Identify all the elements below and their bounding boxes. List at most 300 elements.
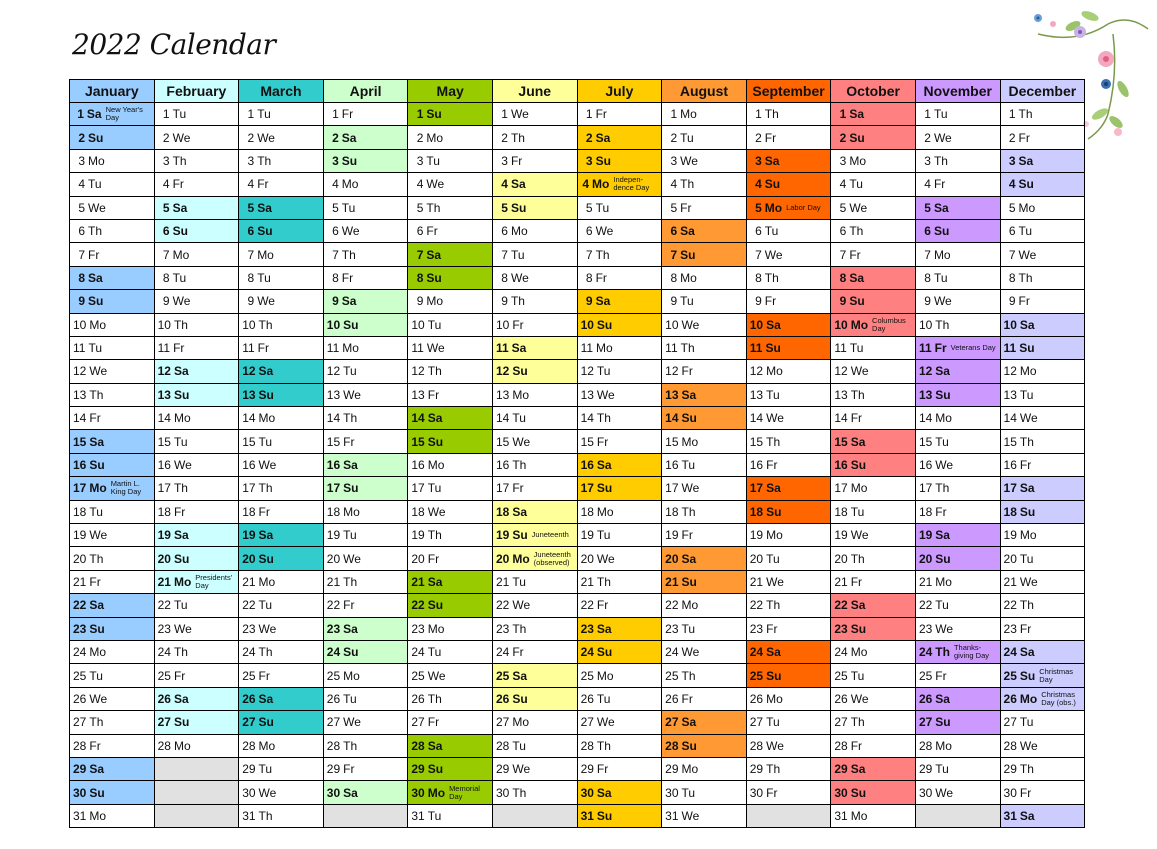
weekday-label: Tu: [427, 317, 442, 332]
day-cell-may-26: [408, 687, 493, 710]
weekday-label: Su: [596, 645, 613, 660]
day-number: 4: [924, 177, 931, 192]
day-cell-august-27: [662, 711, 747, 734]
day-number: 6: [78, 224, 85, 239]
day-cell-may-15: [408, 430, 493, 453]
day-number: 10: [242, 317, 256, 332]
day-cell-december-16: [1000, 453, 1085, 476]
weekday-label: Fr: [935, 504, 947, 519]
day-cell-august-12: [662, 360, 747, 383]
day-cell-february-23: [154, 617, 239, 640]
weekday-label: Su: [427, 762, 444, 777]
day-number: 2: [670, 130, 678, 145]
day-number: 3: [162, 153, 170, 168]
day-number: 30: [242, 785, 256, 800]
day-number: 3: [585, 153, 593, 168]
weekday-label: Fr: [681, 528, 693, 543]
day-cell-january-19: [70, 524, 155, 547]
weekday-label: Mo: [257, 247, 274, 262]
weekday-label: Th: [1018, 107, 1033, 122]
weekday-label: Fr: [257, 341, 269, 356]
weekday-label: We: [89, 528, 108, 543]
day-cell-september-3: [746, 149, 831, 172]
weekday-label: Mo: [341, 177, 359, 192]
day-number: 16: [580, 458, 594, 473]
day-number: 29: [665, 762, 679, 777]
day-number: 6: [839, 224, 847, 239]
weekday-label: Tu: [681, 621, 696, 636]
day-number: 12: [73, 364, 87, 379]
weekday-label: Tu: [512, 575, 526, 589]
weekday-label: Tu: [766, 387, 780, 402]
day-cell-november-25: [915, 664, 1000, 687]
day-cell-march-25: [239, 664, 324, 687]
day-number: 17: [665, 481, 679, 496]
day-cell-february-18: [154, 500, 239, 523]
day-cell-april-5: [323, 196, 408, 219]
day-cell-april-25: [323, 664, 408, 687]
weekday-label: Su: [512, 528, 528, 543]
weekday-label: Su: [849, 294, 865, 309]
day-cell-march-14: [239, 407, 324, 430]
weekday-label: Sa: [1018, 153, 1034, 168]
day-number: 16: [326, 458, 341, 473]
day-number: 25: [918, 668, 933, 683]
weekday-label: We: [935, 621, 954, 636]
day-cell-april-11: [323, 336, 408, 359]
day-cell-august-29: [662, 757, 747, 780]
day-number: 27: [918, 715, 933, 730]
weekday-label: Sa: [596, 458, 612, 473]
day-cell-september-10: [746, 313, 831, 336]
weekday-label: Fr: [257, 177, 269, 192]
day-number: 16: [1003, 458, 1017, 473]
day-row: [70, 734, 1085, 757]
day-number: 1: [1008, 107, 1016, 122]
day-number: 2: [839, 130, 847, 145]
day-number: 24: [73, 645, 87, 660]
day-cell-march-26: [239, 687, 324, 710]
day-cell-january-21: [70, 570, 155, 593]
day-cell-november-12: [915, 360, 1000, 383]
day-number: 14: [580, 411, 594, 426]
weekday-label: Th: [258, 317, 273, 332]
holiday-label: Juneteenth: [531, 530, 569, 540]
weekday-label: Sa: [935, 364, 950, 379]
day-number: 12: [1003, 364, 1017, 379]
day-cell-october-3: [831, 149, 916, 172]
weekday-label: We: [510, 107, 529, 122]
weekday-label: Th: [680, 177, 695, 192]
day-cell-august-10: [662, 313, 747, 336]
weekday-label: Th: [764, 107, 779, 122]
weekday-label: Su: [89, 785, 105, 800]
day-number: 12: [411, 364, 425, 379]
day-number: 19: [73, 528, 87, 543]
day-cell-april-9: [323, 290, 408, 313]
day-number: 2: [416, 130, 424, 145]
day-number: 4: [416, 177, 424, 192]
day-cell-december-6: [1000, 219, 1085, 242]
day-number: 27: [580, 715, 594, 730]
weekday-label: Mo: [849, 153, 867, 168]
weekday-label: Su: [933, 224, 950, 239]
weekday-label: Tu: [596, 528, 611, 543]
day-number: 27: [495, 715, 510, 730]
day-cell-july-13: [577, 383, 662, 406]
day-cell-february-25: [154, 664, 239, 687]
day-number: 8: [670, 270, 678, 285]
day-cell-september-18: [746, 500, 831, 523]
day-number: 6: [416, 224, 424, 239]
weekday-label: We: [426, 341, 445, 356]
day-cell-april-16: [323, 453, 408, 476]
day-number: 26: [1003, 691, 1017, 706]
weekday-label: Su: [596, 808, 613, 823]
day-cell-july-1: [577, 103, 662, 126]
day-cell-march-28: [239, 734, 324, 757]
day-number: 21: [834, 575, 848, 589]
day-cell-december-12: [1000, 360, 1085, 383]
day-cell-december-31: [1000, 804, 1085, 827]
day-cell-july-25: [577, 664, 662, 687]
weekday-label: Mo: [343, 504, 360, 519]
day-number: 22: [326, 598, 341, 613]
day-number: 9: [78, 294, 85, 309]
day-cell-june-14: [492, 407, 577, 430]
day-row: [70, 126, 1085, 149]
day-cell-february-19: [154, 524, 239, 547]
day-number: 29: [326, 762, 341, 777]
day-number: 18: [411, 504, 425, 519]
day-cell-april-14: [323, 407, 408, 430]
day-cell-march-10: [239, 313, 324, 336]
day-cell-september-2: [746, 126, 831, 149]
day-cell-august-25: [662, 664, 747, 687]
day-number: 7: [501, 247, 508, 262]
day-number: 16: [834, 458, 848, 473]
weekday-label: Su: [765, 341, 781, 356]
weekday-label: Th: [596, 575, 611, 589]
day-number: 13: [495, 387, 510, 402]
day-number: 16: [665, 458, 679, 473]
day-number: 1: [755, 107, 762, 122]
weekday-label: Su: [766, 504, 782, 519]
day-cell-may-2: [408, 126, 493, 149]
weekday-label: Th: [512, 785, 527, 800]
day-number: 23: [749, 621, 764, 636]
day-cell-september-12: [746, 360, 831, 383]
weekday-label: Th: [680, 341, 695, 356]
weekday-label: Mo: [1019, 528, 1037, 543]
weekday-label: Fr: [766, 458, 778, 473]
day-cell-april-18: [323, 500, 408, 523]
weekday-label: Tu: [427, 645, 442, 660]
day-number: 19: [580, 528, 594, 543]
day-number: 21: [411, 575, 425, 589]
day-cell-july-9: [577, 290, 662, 313]
day-number: 4: [755, 177, 762, 192]
day-row: [70, 103, 1085, 126]
day-number: 9: [670, 294, 678, 309]
day-cell-september-29: [746, 757, 831, 780]
day-cell-november-10: [915, 313, 1000, 336]
weekday-label: Th: [427, 528, 442, 543]
day-number: 6: [247, 224, 255, 239]
weekday-label: Th: [89, 715, 104, 730]
weekday-label: Fr: [1018, 294, 1030, 309]
weekday-label: Fr: [427, 387, 440, 402]
weekday-label: Mo: [596, 504, 614, 519]
day-number: 24: [834, 645, 848, 660]
day-row: [70, 664, 1085, 687]
day-number: 2: [585, 130, 593, 145]
day-cell-august-16: [662, 453, 747, 476]
weekday-label: Mo: [935, 738, 952, 753]
day-number: 9: [501, 294, 508, 309]
day-number: 18: [73, 504, 87, 519]
day-number: 25: [834, 668, 848, 683]
day-row: [70, 360, 1085, 383]
weekday-label: Su: [343, 481, 359, 496]
day-number: 12: [580, 364, 594, 379]
day-number: 27: [73, 715, 87, 730]
holiday-label: Martin L. King Day: [110, 479, 142, 497]
day-number: 17: [918, 481, 933, 496]
weekday-label: Tu: [595, 200, 610, 215]
day-cell-august-30: [662, 781, 747, 804]
weekday-label: Tu: [596, 691, 611, 706]
day-cell-august-31: [662, 804, 747, 827]
day-number: 14: [242, 411, 256, 426]
weekday-label: Su: [173, 715, 190, 730]
day-cell-march-12: [239, 360, 324, 383]
day-cell-april-6: [323, 219, 408, 242]
day-number: 2: [247, 130, 255, 145]
day-cell-june-22: [492, 594, 577, 617]
weekday-label: Su: [850, 458, 867, 473]
weekday-label: Th: [343, 738, 358, 753]
weekday-label: Su: [595, 153, 611, 168]
day-number: 1: [247, 107, 255, 122]
weekday-label: Sa: [173, 364, 189, 379]
day-cell-march-13: [239, 383, 324, 406]
weekday-label: Tu: [935, 434, 949, 449]
weekday-label: Th: [258, 808, 273, 823]
weekday-label: Fr: [343, 762, 355, 777]
weekday-label: Tu: [341, 200, 356, 215]
day-cell-october-31: [831, 804, 916, 827]
day-number: 9: [839, 294, 847, 309]
weekday-label: Sa: [681, 387, 697, 402]
weekday-label: Sa: [173, 528, 189, 543]
day-cell-june-10: [492, 313, 577, 336]
empty-cell: [915, 804, 1000, 827]
day-number: 14: [665, 411, 679, 426]
day-number: 20: [326, 551, 341, 566]
day-cell-april-19: [323, 524, 408, 547]
day-cell-june-5: [492, 196, 577, 219]
holiday-label: Indepen- dence Day: [613, 175, 650, 193]
day-cell-august-8: [662, 266, 747, 289]
day-number: 22: [749, 598, 764, 613]
day-cell-november-14: [915, 407, 1000, 430]
day-cell-may-20: [408, 547, 493, 570]
weekday-label: Fr: [766, 621, 778, 636]
weekday-label: Mo: [850, 481, 868, 496]
weekday-label: Th: [427, 364, 442, 379]
day-number: 14: [495, 411, 510, 426]
day-row: [70, 453, 1085, 476]
day-number: 3: [247, 153, 255, 168]
weekday-label: Su: [512, 691, 528, 706]
day-number: 26: [834, 691, 848, 706]
weekday-label: We: [933, 130, 952, 145]
weekday-label: We: [681, 481, 700, 496]
day-number: 20: [411, 551, 425, 566]
weekday-label: We: [258, 785, 277, 800]
day-number: 21: [665, 575, 679, 589]
day-number: 15: [157, 434, 171, 449]
day-cell-july-15: [577, 430, 662, 453]
day-number: 6: [670, 224, 678, 239]
calendar-grid: [69, 79, 1085, 828]
weekday-label: Su: [681, 575, 697, 589]
day-cell-december-8: [1000, 266, 1085, 289]
weekday-label: We: [426, 177, 445, 192]
day-cell-november-20: [915, 547, 1000, 570]
weekday-label: Fr: [173, 668, 186, 683]
day-number: 31: [834, 808, 848, 823]
day-cell-april-23: [323, 617, 408, 640]
day-cell-february-10: [154, 313, 239, 336]
day-cell-december-21: [1000, 570, 1085, 593]
weekday-label: Sa: [595, 130, 611, 145]
day-number: 27: [326, 715, 341, 730]
day-number: 17: [411, 481, 425, 496]
day-cell-february-28: [154, 734, 239, 757]
weekday-label: Tu: [935, 762, 949, 777]
weekday-label: Th: [258, 645, 273, 660]
day-number: 5: [670, 200, 678, 215]
weekday-label: Fr: [764, 130, 777, 145]
weekday-label: Mo: [510, 224, 528, 239]
day-cell-december-1: [1000, 103, 1085, 126]
day-cell-january-7: [70, 243, 155, 266]
weekday-label: Mo: [172, 247, 190, 262]
weekday-label: Tu: [173, 598, 188, 613]
weekday-label: Fr: [343, 598, 355, 613]
day-number: 14: [749, 411, 764, 426]
weekday-label: Sa: [935, 691, 950, 706]
weekday-label: Tu: [258, 762, 273, 777]
day-cell-june-6: [492, 219, 577, 242]
day-cell-april-2: [323, 126, 408, 149]
weekday-label: Tu: [681, 785, 696, 800]
day-number: 5: [755, 200, 762, 215]
day-cell-december-29: [1000, 757, 1085, 780]
day-number: 29: [411, 762, 425, 777]
day-cell-july-6: [577, 219, 662, 242]
month-header-december: December: [1000, 80, 1085, 103]
day-cell-march-21: [239, 570, 324, 593]
day-cell-march-19: [239, 524, 324, 547]
weekday-label: We: [849, 200, 868, 215]
day-cell-november-13: [915, 383, 1000, 406]
weekday-label: Sa: [595, 294, 611, 309]
day-number: 28: [326, 738, 341, 753]
day-cell-november-1: [915, 103, 1000, 126]
day-cell-september-30: [746, 781, 831, 804]
day-cell-april-13: [323, 383, 408, 406]
day-number: 30: [73, 785, 87, 800]
weekday-label: We: [850, 364, 869, 379]
day-cell-november-22: [915, 594, 1000, 617]
weekday-label: Tu: [933, 107, 948, 122]
weekday-label: We: [172, 294, 191, 309]
day-number: 12: [834, 364, 848, 379]
day-number: 17: [73, 481, 87, 496]
day-number: 7: [332, 247, 339, 262]
day-cell-january-6: [70, 219, 155, 242]
empty-cell: [154, 757, 239, 780]
weekday-label: Tu: [89, 504, 103, 519]
day-cell-september-24: [746, 640, 831, 663]
day-cell-january-29: [70, 757, 155, 780]
weekday-label: Th: [1019, 598, 1034, 613]
weekday-label: Th: [173, 317, 188, 332]
weekday-label: Su: [512, 364, 528, 379]
day-cell-july-4: [577, 173, 662, 196]
weekday-label: Mo: [173, 575, 192, 589]
day-cell-july-26: [577, 687, 662, 710]
day-cell-october-21: [831, 570, 916, 593]
weekday-label: Fr: [764, 294, 777, 309]
day-cell-march-17: [239, 477, 324, 500]
day-number: 10: [326, 317, 341, 332]
weekday-label: We: [933, 294, 952, 309]
day-cell-february-26: [154, 687, 239, 710]
day-number: 15: [495, 434, 510, 449]
day-cell-november-8: [915, 266, 1000, 289]
weekday-label: Sa: [1019, 645, 1035, 660]
day-cell-september-27: [746, 711, 831, 734]
day-number: 5: [162, 200, 170, 215]
month-header-june: June: [492, 80, 577, 103]
day-cell-june-24: [492, 640, 577, 663]
day-cell-december-15: [1000, 430, 1085, 453]
day-number: 24: [411, 645, 425, 660]
day-number: 23: [326, 621, 341, 636]
day-cell-february-13: [154, 383, 239, 406]
weekday-label: Su: [681, 738, 697, 753]
day-number: 17: [834, 481, 848, 496]
day-number: 24: [665, 645, 679, 660]
day-cell-january-12: [70, 360, 155, 383]
day-row: [70, 500, 1085, 523]
day-cell-october-14: [831, 407, 916, 430]
day-row: [70, 290, 1085, 313]
weekday-label: Mo: [596, 341, 613, 356]
day-cell-january-28: [70, 734, 155, 757]
day-cell-march-18: [239, 500, 324, 523]
day-cell-february-27: [154, 711, 239, 734]
day-cell-july-21: [577, 570, 662, 593]
weekday-label: Fr: [595, 107, 607, 122]
day-number: 9: [1008, 294, 1016, 309]
day-cell-july-16: [577, 453, 662, 476]
day-cell-june-19: [492, 524, 577, 547]
